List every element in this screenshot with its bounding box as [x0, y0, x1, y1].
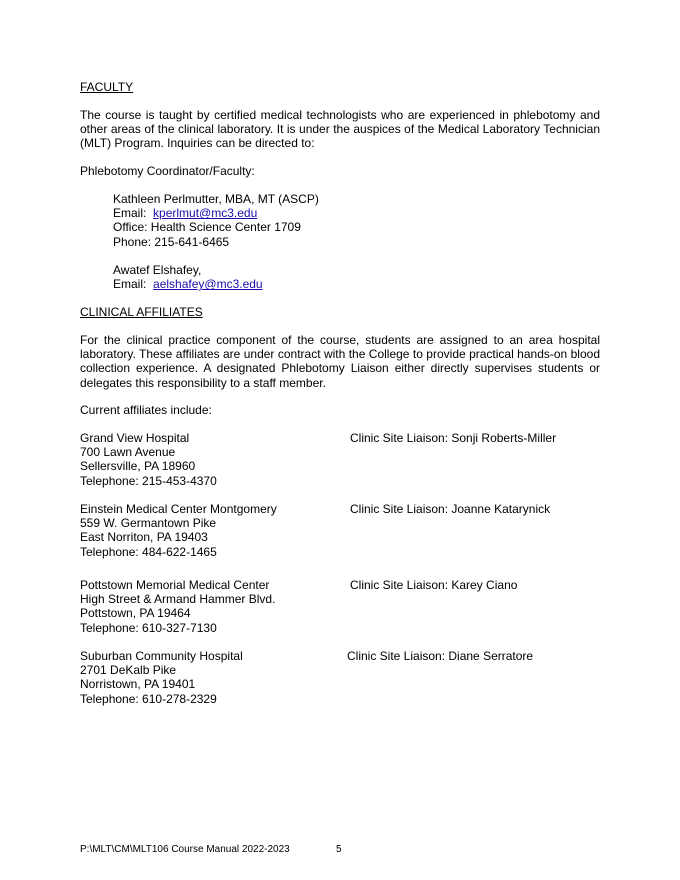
affiliate-city: Pottstown, PA 19464	[80, 606, 191, 621]
affiliate-city: Sellersville, PA 18960	[80, 459, 196, 474]
affiliate-phone: Telephone: 610-278-2329	[80, 691, 217, 706]
affiliate-phone: Telephone: 215-453-4370	[80, 473, 217, 488]
affiliate-grand-view	[80, 431, 217, 488]
contact-office: Office: Health Science Center 1709	[113, 220, 301, 235]
contact-name: Awatef Elshafey,	[113, 263, 202, 277]
faculty-intro: The course is taught by certified medical technologists who are experienced in phlebotomy and other areas of the clinical laboratory. It is under the auspices of the Medical Laboratory Technician (MLT) Program. Inquiries can be directed to:	[80, 108, 600, 151]
contact-email-row	[113, 206, 319, 220]
affiliate-phone: Telephone: 610-327-7130	[80, 620, 217, 635]
contact-perlmutter	[113, 192, 319, 249]
email-label: Email:	[113, 206, 147, 221]
affiliate-liaison: Clinic Site Liaison: Diane Serratore	[347, 649, 534, 663]
affiliate-name: Suburban Community Hospital	[80, 649, 243, 663]
footer-path: P:\MLT\CM\MLT106 Course Manual 2022-2023	[80, 844, 290, 855]
page-number: 5	[336, 844, 342, 855]
affiliate-liaison: Clinic Site Liaison: Sonji Roberts-Miller	[350, 431, 557, 445]
affiliate-address: 2701 DeKalb Pike	[80, 663, 177, 678]
clinical-affiliates-heading: CLINICAL AFFILIATES	[80, 305, 203, 319]
clinical-intro: For the clinical practice component of the course, students are assigned to an area hospital laboratory. These affiliates are under contract with the College to provide practical hands-on blood collection experience. A designated Phlebotomy Liaison either directly supervises students or delegates this responsibility to a staff member.	[80, 333, 600, 390]
contact-phone: Phone: 215-641-6465	[113, 234, 230, 249]
affiliate-einstein	[80, 502, 277, 559]
email-link[interactable]: aelshafey@mc3.edu	[153, 277, 263, 292]
affiliate-city: Norristown, PA 19401	[80, 677, 196, 692]
affiliate-phone: Telephone: 484-622-1465	[80, 544, 217, 559]
affiliate-liaison: Clinic Site Liaison: Karey Ciano	[350, 578, 518, 592]
faculty-heading: FACULTY	[80, 80, 134, 94]
affiliate-liaison: Clinic Site Liaison: Joanne Katarynick	[350, 502, 551, 516]
contact-email-row	[113, 277, 263, 291]
current-affiliates-label: Current affiliates include:	[80, 403, 212, 417]
affiliate-city: East Norriton, PA 19403	[80, 530, 208, 545]
affiliate-name: Grand View Hospital	[80, 431, 190, 445]
email-label: Email:	[113, 277, 147, 292]
affiliate-suburban	[80, 649, 243, 706]
coordinator-label: Phlebotomy Coordinator/Faculty:	[80, 164, 255, 178]
affiliate-name: Pottstown Memorial Medical Center	[80, 578, 270, 592]
contact-name: Kathleen Perlmutter, MBA, MT (ASCP)	[113, 192, 319, 206]
email-link[interactable]: kperlmut@mc3.edu	[153, 206, 258, 221]
affiliate-address: 700 Lawn Avenue	[80, 445, 176, 460]
contact-elshafey	[113, 263, 263, 291]
affiliate-address: 559 W. Germantown Pike	[80, 516, 217, 531]
affiliate-pottstown	[80, 578, 275, 635]
affiliate-address: High Street & Armand Hammer Blvd.	[80, 592, 276, 607]
affiliate-name: Einstein Medical Center Montgomery	[80, 502, 277, 516]
